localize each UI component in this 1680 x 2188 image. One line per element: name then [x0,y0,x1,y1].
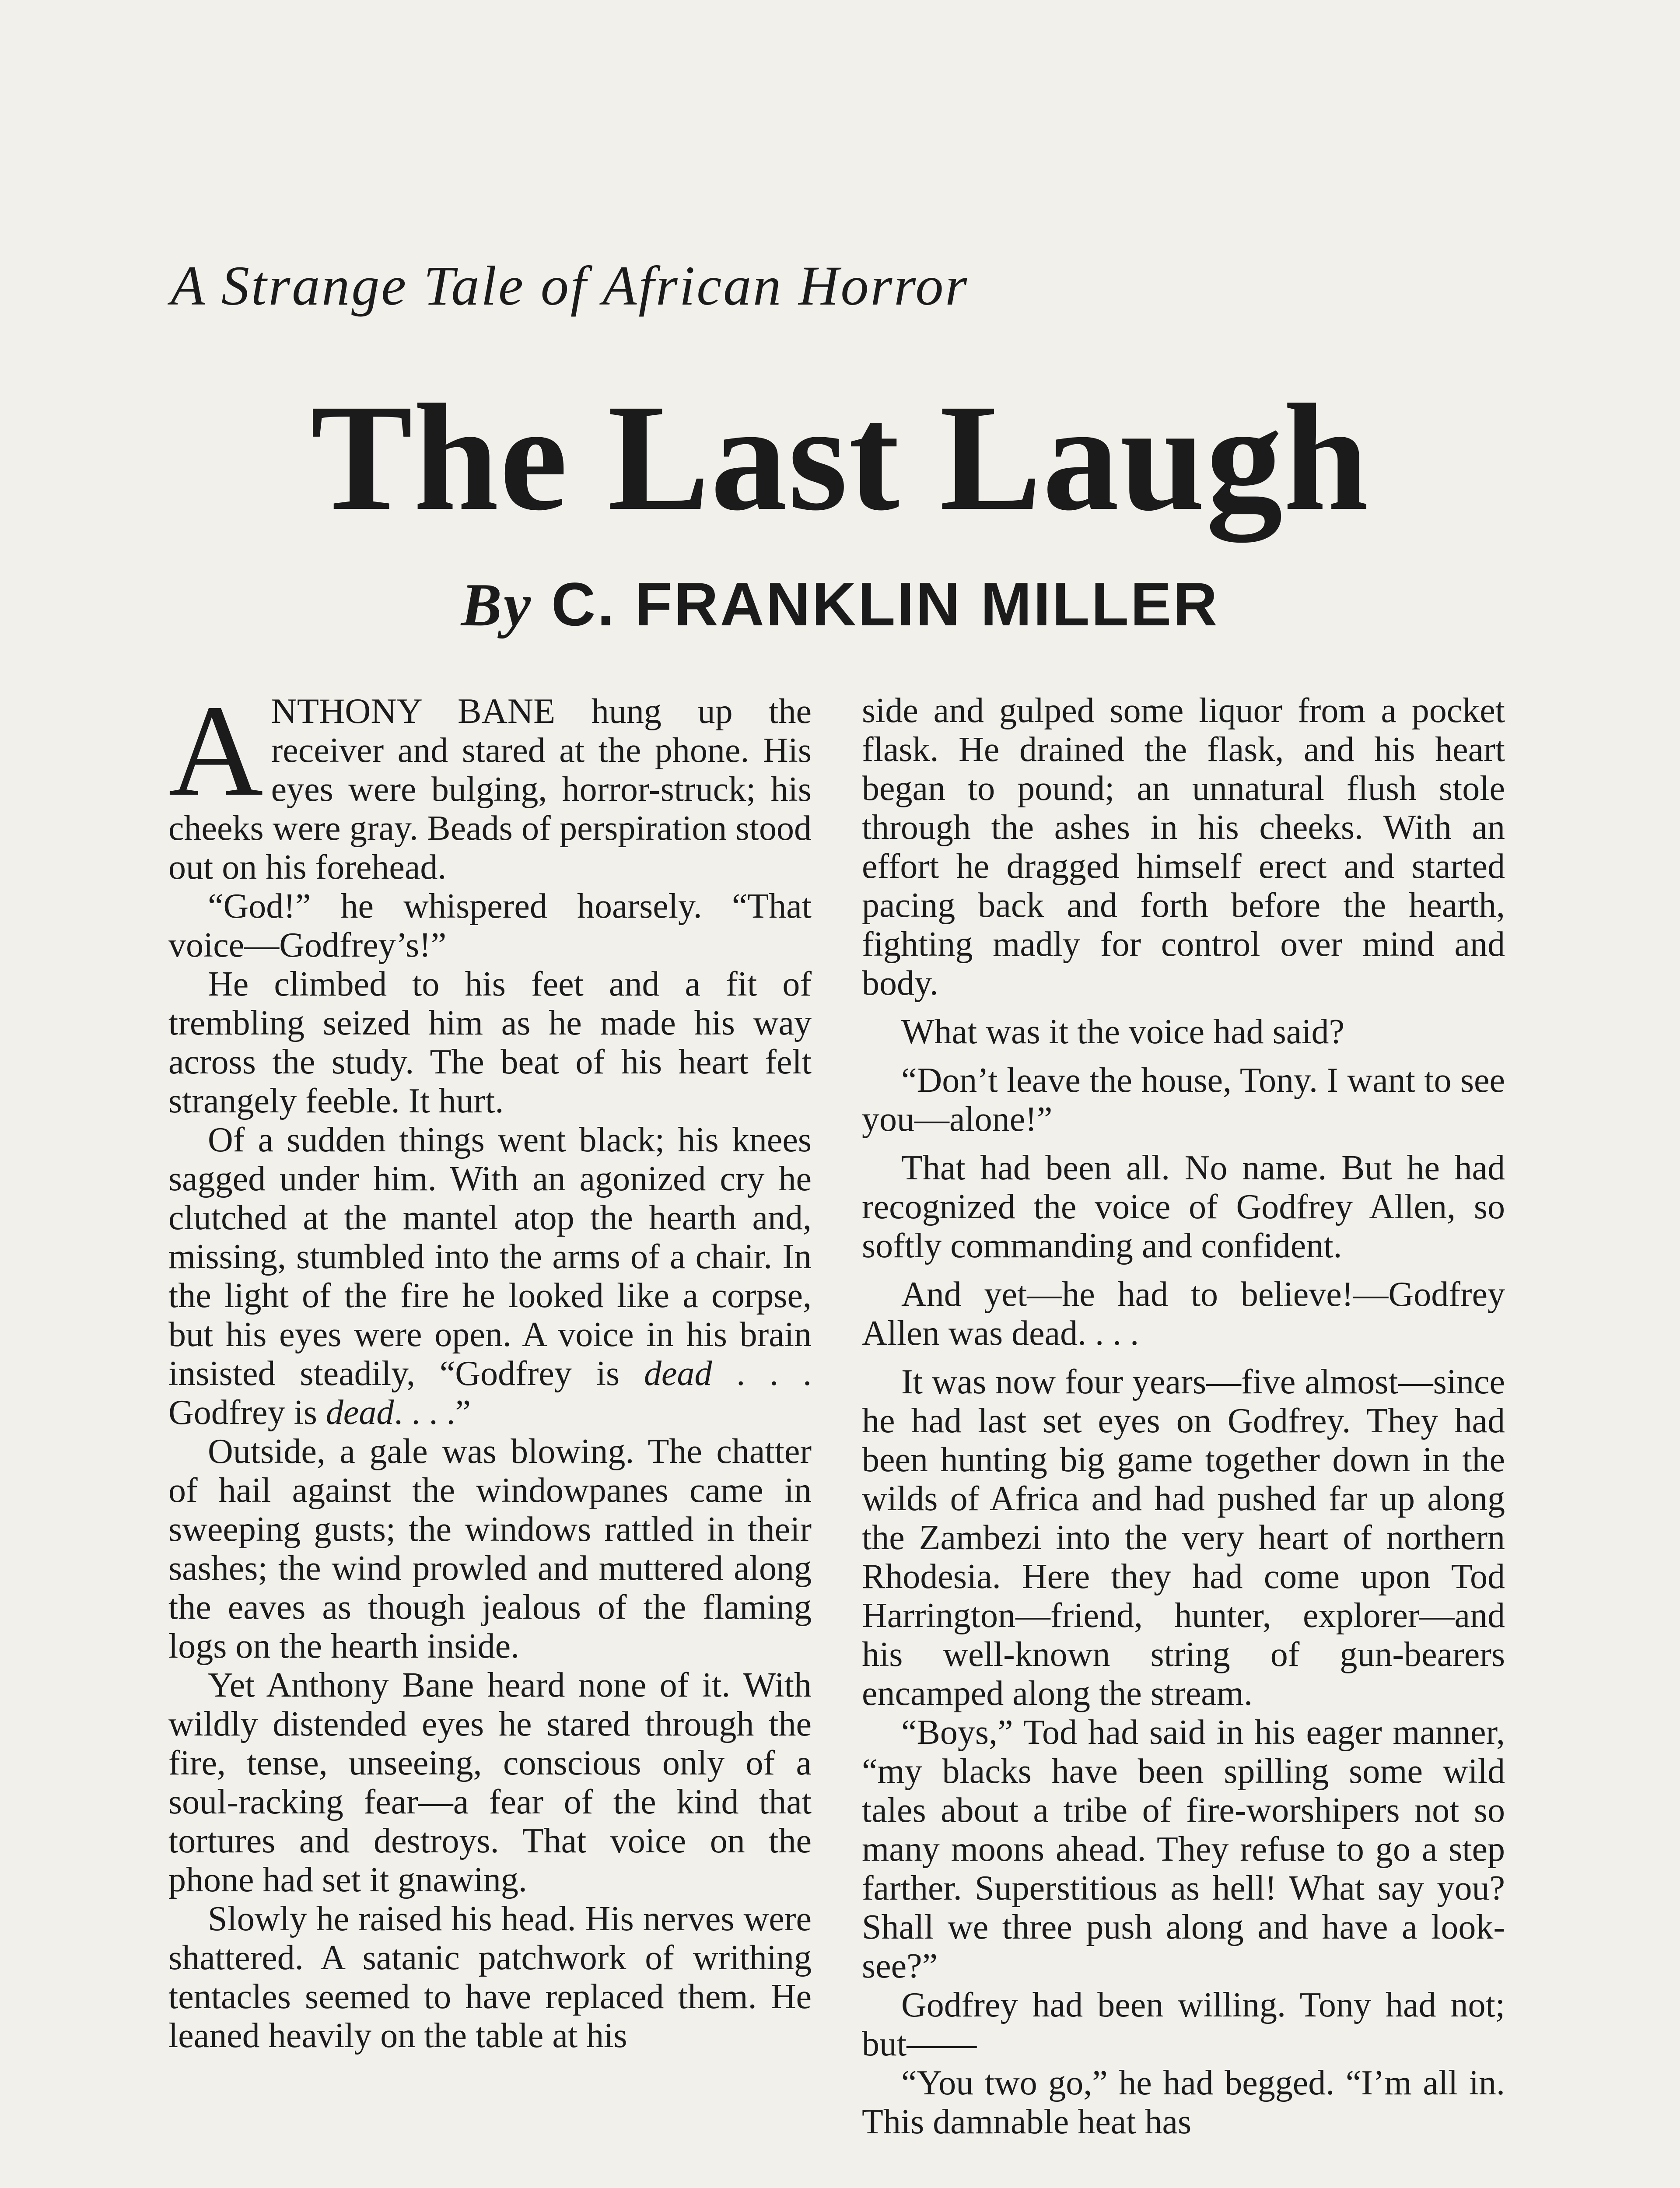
paragraph: He climbed to his feet and a fit of trembling seized him as he made his way across the study. The beat of his heart felt strangely feeble. It hurt. [168,965,812,1120]
paragraph: “You two go,” he had begged. “I’m all in. This damnable heat has [862,2064,1505,2141]
paragraph: What was it the voice had said? [901,1013,1344,1051]
paragraph: That had been all. No name. But he had recognized the voice of Godfrey Allen, so softly commanding and confident. [862,1149,1505,1265]
paragraph-text: . . . .” [394,1393,471,1432]
paragraph-text: . . . Godfrey is [168,1354,812,1432]
paragraph: “Boys,” Tod had said in his eager manner, “my blacks have been spilling some wild tales about a tribe of fire-worshipers not so many moons ahead. They refuse to go a step farther. Superstitious as hell! What say you? Shall we three push along and have a look-see?” [862,1713,1505,1985]
emphasis: dead [326,1393,394,1432]
byline-author: C. FRANKLIN MILLER [551,570,1219,638]
drop-cap: A [168,678,263,823]
byline [0,569,1680,640]
paragraph: And yet—he had to believe!—Godfrey Allen was dead. . . . [862,1275,1505,1353]
paragraph-text: hung up the receiver and stared at the phone. His eyes were bulging, horror-struck; his cheeks were gray. Beads of perspiration stood out on his forehead. [168,692,812,887]
paragraph [168,678,812,887]
paragraph: Yet Anthony Bane heard none of it. With wildly distended eyes he stared through the fire, tense, unseeing, conscious only of a soul-racking fear—a fear of the kind that tortures and destroys. That voice on the phone had set it gnawing. [168,1666,812,1899]
paragraph: side and gulped some liquor from a pocket flask. He drained the flask, and his heart began to pound; an unnatural flush stole through the ashes in his cheeks. With an effort he dragged himself erect and started pacing back and forth before the hearth, fighting madly for control over mind and body. [862,691,1505,1003]
paragraph: Godfrey had been willing. Tony had not; but—— [862,1986,1505,2063]
paragraph-text: Of a sudden things went black; his knees sagged under him. With an agonized cry he clutched at the mantel atop the hearth and, missing, stumbled into the arms of a chair. In the light of the fire he looked like a corpse, but his eyes were open. A voice in his brain insisted steadily, “Godfrey is [168,1121,812,1393]
paragraph: Outside, a gale was blowing. The chatter of hail against the windowpanes came in sweeping gusts; the windows rattled in their sashes; the wind prowled and muttered along the eaves as though jealous of the flaming logs on the hearth inside. [168,1432,812,1666]
paragraph [168,1121,812,1432]
right-column [862,691,1505,2142]
paragraph: It was now four years—five almost—since he had last set eyes on Godfrey. They had been hunting big game together down in the wilds of Africa and had pushed far up along the Zambezi into the very heart of northern Rhodesia. Here they had come upon Tod Harrington—friend, hunter, explorer—and his well-known string of gun-bearers encamped along the stream. [862,1363,1505,1713]
opening-name: NTHONY BANE [271,691,556,731]
byline-prefix: By [461,571,533,639]
story-kicker: A Strange Tale of African Horror [171,255,969,317]
paragraph: Slowly he raised his head. His nerves were shattered. A satanic patchwork of writhing tentacles seemed to have replaced them. He leaned heavily on the table at his [168,1900,812,2055]
story-title: The Last Laugh [310,372,1370,542]
left-column [168,678,812,2055]
paragraph: “Don’t leave the house, Tony. I want to see you—alone!” [862,1061,1505,1139]
emphasis: dead [644,1354,712,1393]
paragraph: “God!” he whispered hoarsely. “That voice—Godfrey’s!” [168,887,812,964]
